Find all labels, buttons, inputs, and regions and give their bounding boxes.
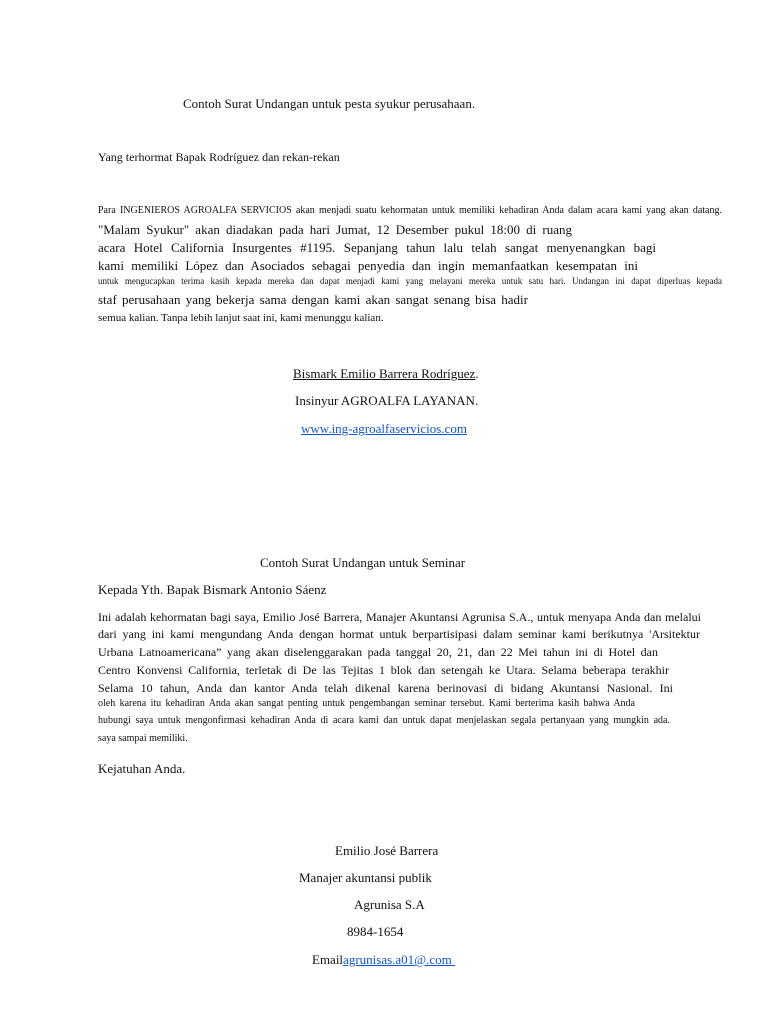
letter2-email-label: Email xyxy=(312,952,344,967)
letter1-body-line-2: "Malam Syukur" akan diadakan pada hari Jumat, 12 Desember pukul 18:00 di ruang xyxy=(98,222,572,237)
letter1-body-line-1: Para INGENIEROS AGROALFA SERVICIOS akan menjadi suatu kehormatan untuk memiliki kehadiran Anda dalam acara kami yang akan datang. xyxy=(98,205,722,216)
letter2-body-line-8: saya sampai memiliki. xyxy=(98,733,188,744)
letter2-body-line-5: Selama 10 tahun, Anda dan kantor Anda telah dikenal karena berinovasi di bidang Akuntansi Nasional. Ini xyxy=(98,681,673,695)
letter2-body-line-2: dari yang ini kami mengundang Anda dengan hormat untuk berpartisipasi dalam seminar kami berikutnya 'Arsitektur xyxy=(98,627,700,641)
letter1-body-line-7: semua kalian. Tanpa lebih lanjut saat ini, kami menunggu kalian. xyxy=(98,312,384,324)
letter2-body-line-4: Centro Konvensi California, terletak di De las Tejitas 1 blok dan setengah ke Utara. Selama beberapa terakhir xyxy=(98,663,669,677)
letter2-signature-phone: 8984-1654 xyxy=(347,924,404,939)
letter1-body-line-6: staf perusahaan yang bekerja sama dengan kami akan sangat senang bisa hadir xyxy=(98,292,528,307)
letter2-body-line-7: hubungi saya untuk mengonfirmasi kehadiran Anda di acara kami dan untuk dapat menjelaskan segala pertanyaan yang mungkin ada. xyxy=(98,715,670,726)
letter1-body-line-3: acara Hotel California Insurgentes #1195. Sepanjang tahun lalu telah sangat menyenangkan bagi xyxy=(98,240,656,255)
letter1-signature-name-suffix: . xyxy=(475,366,479,381)
letter2-body-line-3: Urbana Latnoamericana” yang akan diselenggarakan pada tanggal 20, 21, dan 22 Mei tahun ini di Hotel dan xyxy=(98,645,658,659)
letter2-salutation: Kepada Yth. Bapak Bismark Antonio Sáenz xyxy=(98,582,327,597)
letter1-salutation: Yang terhormat Bapak Rodríguez dan rekan-rekan xyxy=(98,150,340,164)
letter2-title: Contoh Surat Undangan untuk Seminar xyxy=(260,555,466,570)
letter2-closing: Kejatuhan Anda. xyxy=(98,761,186,776)
letter2-email-link[interactable]: agrunisas.a01@.com xyxy=(343,952,456,967)
letter2-signature-name: Emilio José Barrera xyxy=(335,843,439,858)
letter1-body-line-4: kami memiliki López dan Asociados sebagai penyedia dan ingin memanfaatkan kesempatan ini xyxy=(98,258,638,273)
letter1-website-link[interactable]: www.ing-agroalfaservicios.com xyxy=(301,421,467,436)
letter2-body-line-6: oleh karena itu kehadiran Anda akan sangat penting untuk pengembangan seminar tersebut. Kami berterima kasih bahwa Anda xyxy=(98,698,635,709)
letter2-body-line-1: Ini adalah kehormatan bagi saya, Emilio José Barrera, Manajer Akuntansi Agrunisa S.A., untuk menyapa Anda dan melalui xyxy=(98,610,701,624)
letter2-signature-company: Agrunisa S.A xyxy=(354,897,425,912)
letter2-signature-title: Manajer akuntansi publik xyxy=(299,870,432,885)
letter1-signature-name: Bismark Emilio Barrera Rodríguez xyxy=(293,366,476,381)
letter1-title: Contoh Surat Undangan untuk pesta syukur perusahaan. xyxy=(183,96,476,111)
letter2-email-line xyxy=(312,953,455,966)
letter1-body-line-5: untuk mengucapkan terima kasih kepada mereka dan dapat menjadi kami yang melayani mereka untuk satu hari. Undangan ini dapat diperluas kepada xyxy=(98,276,722,286)
letter1-signature-title: Insinyur AGROALFA LAYANAN. xyxy=(295,393,479,408)
letter1-signature-name-line xyxy=(293,367,479,380)
